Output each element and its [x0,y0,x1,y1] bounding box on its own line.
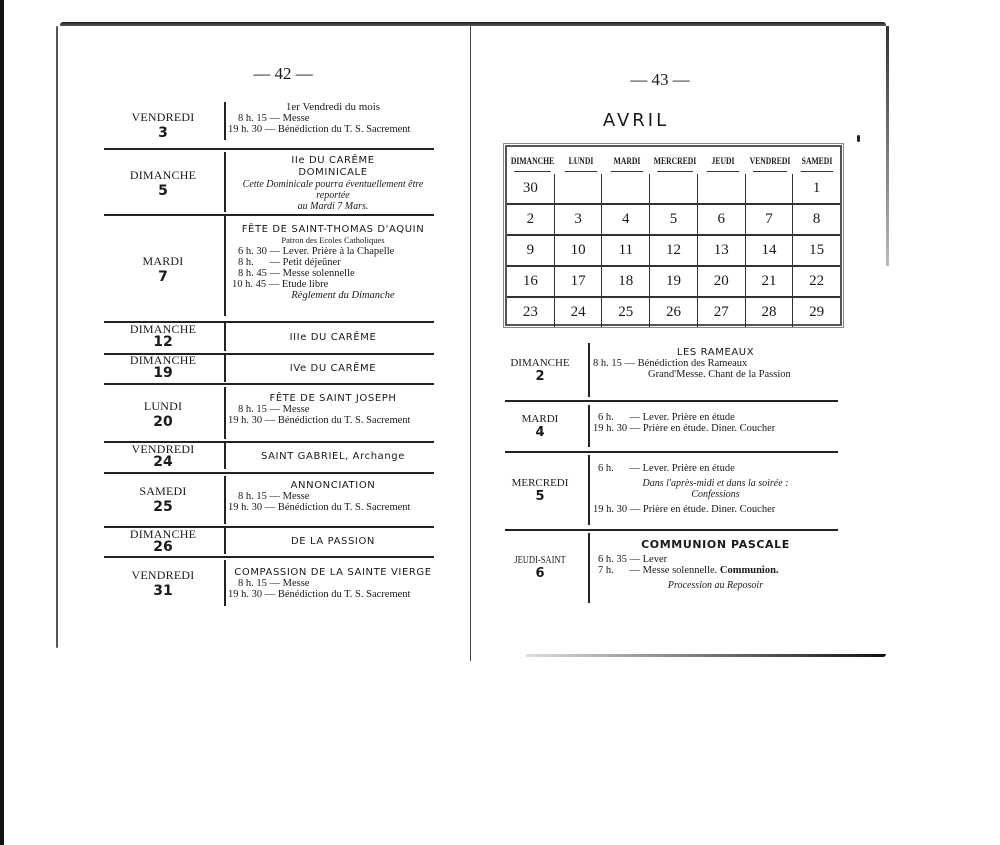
calendar-header: MARDI [607,147,646,174]
divider [505,451,838,453]
calendar-header: DIMANCHE [511,147,554,174]
day-name: JEUDI-SAINT [514,555,566,566]
day-name: MARDI [521,413,559,425]
day-name: VENDREDI [131,568,195,582]
entry-line: 10 h. 45 — Etude libre [232,279,329,290]
calendar-day: 18 [602,267,650,296]
calendar-day: 24 [555,298,603,327]
entry-line: 8 h. 15 — Messe [238,113,310,124]
entry-title: FÊTE DE SAINT JOSEPH [269,393,397,404]
scan-edge [0,0,4,845]
page-number-right: — 43 — [630,70,690,89]
month-calendar [505,145,842,326]
month-title: AVRIL [602,110,670,131]
entry-line: 19 h. 30 — Bénédiction du T. S. Sacrement [228,415,411,426]
calendar-header: MERCREDI [654,147,697,174]
calendar-header-row [507,147,840,174]
entry-title: COMMUNION PASCALE [641,538,790,551]
day-date: 5 [535,489,545,504]
entry-line: 6 h. — Lever. Prière en étude [598,412,735,423]
ink-speck [857,135,860,142]
entry-title: IVe DU CARÊME [289,363,377,374]
day-name: MARDI [142,254,184,268]
day-date: 26 [153,539,173,555]
entry-note: Dans l'après-midi et dans la soirée : [642,477,789,489]
schedule-entry [104,216,434,320]
book-bottom-edge [526,654,886,657]
entry-line: 8 h. 15 — Bénédiction des Rameaux [593,358,748,369]
schedule-entry [104,560,434,610]
calendar-header: JEUDI [703,147,742,174]
entry-line: 19 h. 30 — Bénédiction du T. S. Sacrement [228,124,411,135]
calendar-day [746,174,794,203]
day-date: 19 [153,365,173,381]
entry-subtitle: Patron des Ecoles Catholiques [281,235,385,245]
calendar-day: 7 [746,205,794,234]
entry-line: 19 h. 30 — Prière en étude. Diner. Coucher [593,423,776,434]
day-date: 3 [158,125,168,141]
entry-line: 19 h. 30 — Bénédiction du T. S. Sacrement [228,502,411,513]
calendar-day [602,174,650,203]
schedule-entry [505,403,838,449]
calendar-day: 11 [602,236,650,265]
divider [505,529,838,531]
entry-line: 6 h. 35 — Lever [598,554,668,565]
entry-title: IIIe DU CARÊME [289,332,377,343]
calendar-day: 29 [809,304,825,320]
day-date: 7 [158,269,168,285]
calendar-day: 17 [555,267,603,296]
entry-note: Confessions [691,489,740,500]
calendar-day: 2 [507,205,555,234]
calendar-header: LUNDI [561,147,600,174]
calendar-week-row [507,203,840,234]
calendar-week-row [507,296,840,327]
schedule-entry [104,385,434,439]
calendar-day [698,174,746,203]
calendar-week-row [507,265,840,296]
entry-title: IIe DU CARÊME [291,155,375,166]
day-name: DIMANCHE [129,353,197,367]
entry-line: 8 h. — Petit déjeûner [238,257,341,268]
calendar-week-row [507,234,840,265]
entry-note: au Mardi 7 Mars. [297,201,369,212]
calendar-header: VENDREDI [750,147,791,174]
day-name: VENDREDI [131,442,195,456]
calendar-header: SAMEDI [797,147,836,174]
calendar-day [650,174,698,203]
day-name: VENDREDI [131,110,195,124]
day-date: 31 [153,583,173,599]
calendar-day: 3 [555,205,603,234]
entry-note: Cette Dominicale pourra éventuellement être reportée [242,179,424,201]
calendar-day: 16 [507,267,555,296]
calendar-day: 12 [650,236,698,265]
calendar-day: 26 [650,298,698,327]
calendar-day: 14 [746,236,794,265]
divider [104,556,434,558]
day-date: 5 [158,183,168,199]
schedule-entry [104,528,434,556]
entry-note: Procession au Reposoir [667,580,764,591]
entry-note: Règlement du Dimanche [291,290,395,301]
day-name: LUNDI [143,399,183,413]
entry-title: DE LA PASSION [290,536,376,547]
calendar-day: 20 [698,267,746,296]
entry-line: 7 h. — Messe solennelle. [598,565,718,576]
calendar-day: 10 [555,236,603,265]
divider [505,400,838,402]
calendar-day: 5 [650,205,698,234]
day-date: 25 [153,499,173,515]
schedule-entry [104,323,434,353]
entry-title: LES RAMEAUX [676,347,755,358]
calendar-day: 25 [602,298,650,327]
calendar-day: 6 [698,205,746,234]
schedule-entry [104,100,434,146]
calendar-day [555,174,603,203]
calendar-day: 22 [809,273,825,289]
calendar-day: 1 [812,180,821,196]
day-name: MERCREDI [511,477,569,489]
schedule-entry [505,533,838,605]
calendar-day: 4 [602,205,650,234]
calendar-day: 21 [746,267,794,296]
entry-line: 8 h. 15 — Messe [238,578,310,589]
entry-title: ANNONCIATION [290,480,376,491]
calendar-week-row [507,174,840,203]
book-gutter [470,26,471,661]
calendar-day: 13 [698,236,746,265]
entry-bold-word: Communion. [719,565,779,576]
entry-line: 19 h. 30 — Prière en étude. Diner. Coucher [593,503,776,515]
calendar-day: 8 [812,211,821,227]
schedule-entry [104,150,434,214]
left-page-edge [56,26,58,648]
entry-line: 8 h. 45 — Messe solennelle [238,268,355,279]
schedule-entry [104,443,434,471]
calendar-day: 28 [746,298,794,327]
entry-title: FÊTE DE SAINT-THOMAS D'AQUIN [241,224,425,235]
day-name: DIMANCHE [129,527,197,541]
page-number-left: — 42 — [253,64,313,83]
day-date: 12 [153,334,173,350]
entry-title: 1er Vendredi du mois [285,101,381,113]
entry-line: 6 h. — Lever. Prière en étude [598,463,735,474]
day-name: SAMEDI [139,484,187,498]
schedule-entry [505,455,838,527]
entry-line: 19 h. 30 — Bénédiction du T. S. Sacrement [228,589,411,600]
schedule-entry [104,354,434,384]
day-name: DIMANCHE [129,168,197,182]
day-date: 4 [535,425,545,440]
day-date: 24 [153,454,173,470]
calendar-day: 15 [809,242,825,258]
entry-title: SAINT GABRIEL, Archange [260,451,406,462]
entry-subtitle: DOMINICALE [298,167,368,178]
schedule-entry [505,343,838,399]
schedule-entry [104,474,434,526]
entry-line: 8 h. 15 — Messe [238,404,310,415]
day-date: 6 [535,566,545,581]
calendar-day: 9 [507,236,555,265]
entry-line: Grand'Messe. Chant de la Passion [648,369,791,380]
day-name: DIMANCHE [129,322,197,336]
book-top-edge [60,22,886,26]
calendar-day: 30 [507,174,555,203]
day-date: 20 [153,414,173,430]
calendar-day: 23 [507,298,555,327]
entry-line: 8 h. 15 — Messe [238,491,310,502]
calendar-day: 19 [650,267,698,296]
entry-title: COMPASSION DE LA SAINTE VIERGE [234,567,432,578]
day-date: 2 [535,369,545,384]
entry-line: 6 h. 30 — Lever. Prière à la Chapelle [238,246,395,257]
right-page-edge [886,26,889,266]
calendar-day: 27 [698,298,746,327]
day-name: DIMANCHE [510,357,570,369]
